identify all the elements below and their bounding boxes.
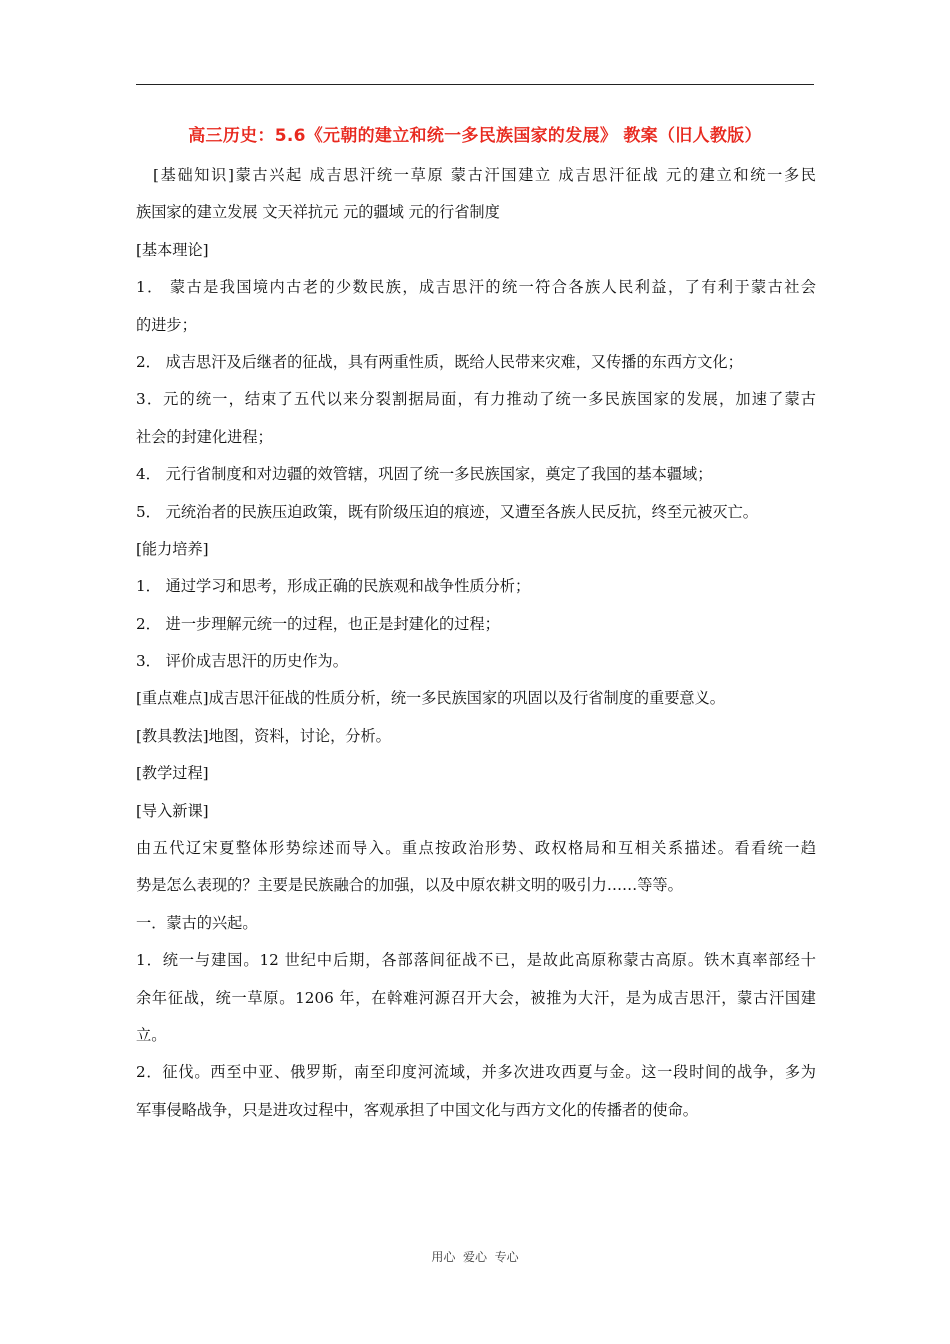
section-1-item-1-line-2: 余年征战，统一草原。1206 年，在斡难河源召开大会，被推为大汗，是为成吉思汗，蒙古汗国建: [136, 988, 816, 1007]
section-1-item-2-line-2: 军事侵略战争，只是进攻过程中，客观承担了中国文化与西方文化的传播者的使命。: [136, 1100, 698, 1119]
header-rule: [136, 84, 814, 85]
ability-item-2: 2． 进一步理解元统一的过程，也正是封建化的过程；: [136, 614, 500, 633]
document-body: [136, 157, 816, 1129]
theory-item-5: 5． 元统治者的民族压迫政策，既有阶级压迫的痕迹，又遭至各族人民反抗，终至元被灭亡。: [136, 502, 758, 521]
section-1-item-2-line-1: 2．征伐。西至中亚、俄罗斯，南至印度河流域，并多次进攻西夏与金。这一段时间的战争，多为: [136, 1063, 816, 1082]
basic-knowledge-line-2: 族国家的建立发展 文天祥抗元 元的疆域 元的行省制度: [136, 203, 500, 222]
ability-item-1: 1． 通过学习和思考，形成正确的民族观和战争性质分析；: [136, 577, 531, 596]
teaching-aids-line: [教具教法]地图，资料，讨论，分析。: [136, 726, 391, 745]
introduction-line-2: 势是怎么表现的？主要是民族融合的加强，以及中原农耕文明的吸引力……等等。: [136, 876, 683, 895]
ability-item-3: 3． 评价成吉思汗的历史作为。: [136, 652, 348, 671]
introduction-line-1: 由五代辽宋夏整体形势综述而导入。重点按政治形势、政权格局和互相关系描述。看看统一趋: [136, 839, 816, 858]
ability-heading: [能力培养]: [136, 539, 209, 558]
theory-item-2: 2． 成吉思汗及后继者的征战，具有两重性质，既给人民带来灾难，又传播的东西方文化；: [136, 352, 743, 371]
section-1-heading: 一．蒙古的兴起。: [136, 913, 258, 932]
page-footer: 用心 爱心 专心: [431, 1250, 519, 1264]
theory-item-1-line-1: 1． 蒙古是我国境内古老的少数民族，成吉思汗的统一符合各族人民利益，了有利于蒙古社会: [136, 278, 816, 297]
section-1-item-1-line-1: 1．统一与建国。12 世纪中后期，各部落间征战不已，是故此高原称蒙古高原。铁木真率部经十: [136, 951, 816, 970]
theory-item-3-line-2: 社会的封建化进程；: [136, 427, 273, 446]
section-1-item-1-line-3: 立。: [136, 1025, 167, 1044]
introduction-heading: [导入新课]: [136, 801, 209, 820]
basic-knowledge-line-1: [基础知识]蒙古兴起 成吉思汗统一草原 蒙古汗国建立 成吉思汗征战 元的建立和统一多民: [153, 166, 816, 184]
teaching-process-heading: [教学过程]: [136, 764, 209, 783]
key-points-line: [重点难点]成吉思汗征战的性质分析，统一多民族国家的巩固以及行省制度的重要意义。: [136, 689, 725, 708]
theory-item-1-line-2: 的进步；: [136, 315, 197, 334]
basic-theory-heading: [基本理论]: [136, 240, 209, 259]
theory-item-4: 4． 元行省制度和对边疆的效管辖，巩固了统一多民族国家，奠定了我国的基本疆域；: [136, 465, 713, 484]
theory-item-3-line-1: 3．元的统一，结束了五代以来分裂割据局面，有力推动了统一多民族国家的发展，加速了蒙古: [136, 390, 816, 409]
document-title: 高三历史：5.6《元朝的建立和统一多民族国家的发展》 教案（旧人教版）: [188, 126, 762, 146]
